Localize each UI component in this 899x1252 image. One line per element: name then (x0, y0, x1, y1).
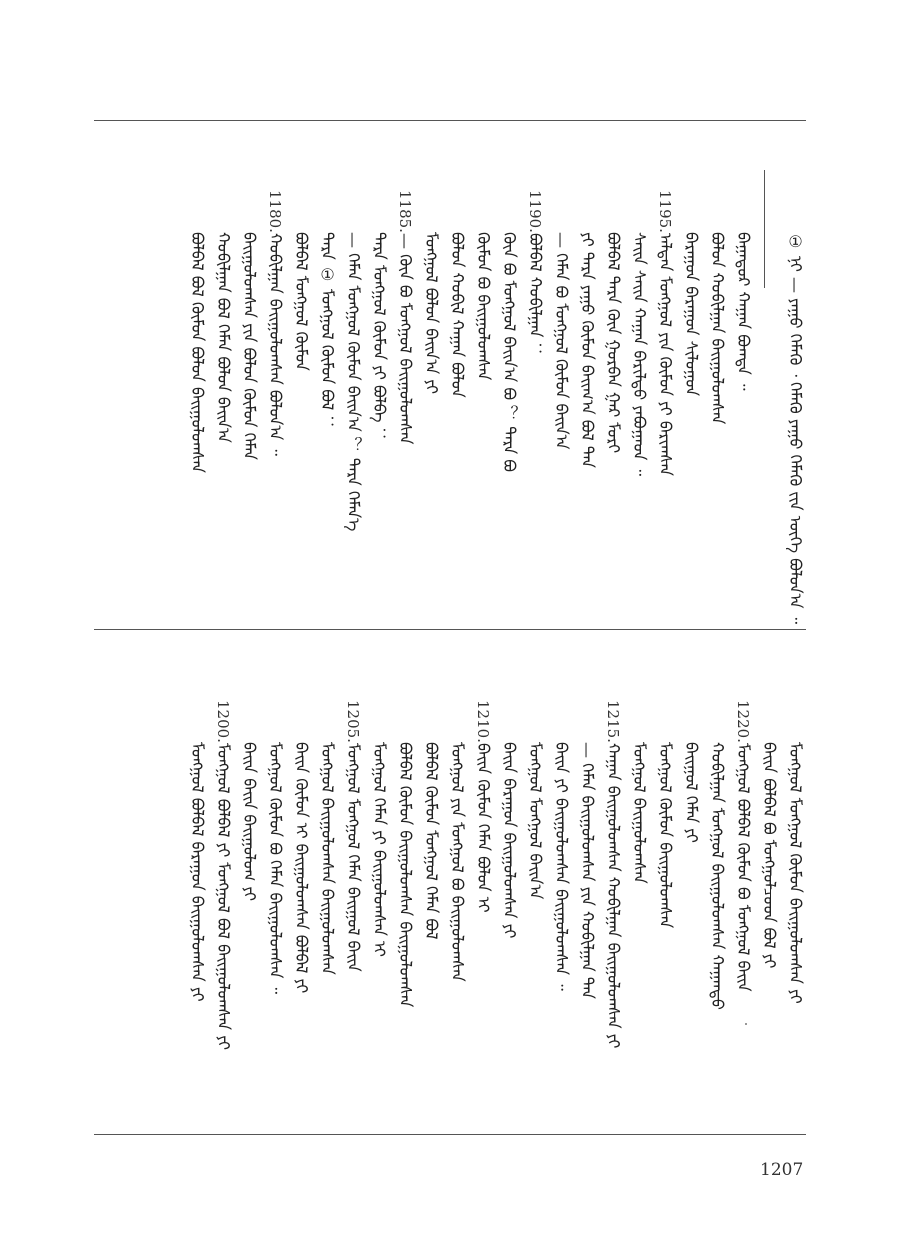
verse-line: ᠲᠡᠷᠡ ① ᠮᠣᠩᠭᠣᠯ ᠬᠦᠮᠦᠨ ᠪᠣᠯ ： (318, 232, 337, 432)
top-rule (94, 120, 806, 121)
verse-line: ᠪᠠᠢᠨ ᠶᠢ ᠪᠠᠢᠭᠤᠯᠤᠭᠰᠠᠨ ᠪᠠᠢᠭᠤᠯᠤᠭᠰᠠᠨ ᠃ (552, 742, 571, 991)
verse-line: ᠮᠣᠩᠭᠣᠯ ᠪᠣᠯᠤᠨ ᠪᠠᠢᠨ᠎ᠠ ᠶᠢ (422, 232, 441, 395)
verse-line: ᠮᠣᠩᠭᠣᠯ ᠶᠢᠨ ᠮᠣᠩᠭᠣᠯ ᠪᠣ ᠪᠠᠢᠭᠤᠯᠤᠭᠰᠠᠨ (448, 742, 467, 982)
verse-line: 1190.ᠪᠣᠯᠪᠠᠯ ᠬᠤᠪᠢᠯᠭᠠᠨ ： (526, 190, 545, 359)
bottom-rule (94, 1134, 806, 1135)
verse-line: ᠬᠦᠨ ᠪᠣ ᠮᠣᠩᠭᠣᠯ ᠪᠠᠢᠨ᠎ᠠ ᠪᠣ ？ ᠲᠡᠷᠡ ᠪᠣ (500, 232, 519, 473)
page-number: 1207 (760, 1160, 804, 1180)
verse-line: ᠮᠣᠩᠭᠣᠯ ᠮᠣᠩᠭᠣᠯ ᠬᠦᠮᠦᠨ ᠪᠠᠢᠭᠤᠯᠤᠭᠰᠠᠨ ᠶᠢ (786, 742, 805, 1004)
verse-line: ᠮᠣᠩᠭᠣᠯ ᠮᠣᠩᠭᠣᠯ ᠪᠠᠢᠨ᠎ᠠ (526, 742, 545, 900)
verse-line: ᠪᠠᠢᠨ ᠪᠣᠯᠪᠠᠯ ᠪᠣ ᠮᠣᠩᠭᠣᠯᠴᠤᠳ ᠪᠣᠯ ᠶᠢ (760, 742, 779, 969)
verse-line: 1210.ᠪᠠᠢᠨ ᠬᠦᠮᠦᠨ ᠬᠡᠮᠡᠨ ᠪᠣᠯᠤᠨ ᠢ (474, 700, 493, 913)
verse-line: ᠪᠣᠯᠪᠠᠯ ᠲᠡᠷᠡ ᠬᠦᠨ ᠭᠤᠷᠪᠠᠨ ᠭᠠᠷ ᠮᠣᠷᠢ (604, 232, 623, 454)
verse-line: 1180.ᠬᠤᠪᠢᠯᠭᠠᠨ ᠪᠠᠢᠭᠤᠯᠤᠭᠰᠠᠨ ᠪᠣᠯᠤᠨ᠎ᠠ ᠃ (266, 190, 285, 456)
footnote-text: ᠨᠢ — ᠶᠠᠭᠤ ᠬᠡᠮᠡᠬᠦ ᠂ ᠬᠡᠮᠡᠬᠦ ᠶᠠᠭᠤ ᠬᠡᠮᠡᠬᠦ ᠵᠢᠨ ᠦᠭᠡ ᠪᠣᠯᠤᠨ᠎ᠠ ᠃ (786, 256, 805, 625)
verse-line: ᠶᠢ ᠲᠡᠷᠡ ᠶᠠᠭᠤ ᠬᠦᠮᠦᠨ ᠪᠠᠢᠭ᠎ᠠ ᠪᠣᠯ ᠲᠠᠨ (578, 232, 597, 468)
verse-line: ᠮᠣᠩᠭᠣᠯ ᠪᠣᠯᠪᠠᠯ ᠪᠠᠷᠠᠭᠤᠨ ᠪᠠᠢᠭᠤᠯᠤᠭᠰᠠᠨ ᠶᠢ (188, 742, 207, 1002)
verse-line: ᠮᠣᠩᠭᠣᠯ ᠬᠦᠮᠦᠨ ᠪᠣ ᠬᠡᠮᠡᠨ ᠪᠠᠢᠭᠤᠯᠤᠭᠰᠠᠨ ᠃ (266, 742, 285, 995)
verse-line: 1195.ᠠᠯᠲᠠᠨ ᠮᠣᠩᠭᠣᠯ ᠶᠢᠨ ᠬᠦᠮᠦᠨ ᠶᠢ ᠪᠠᠷᠢᠭᠰᠠᠨ (656, 190, 675, 476)
verse-line: — ᠬᠡᠮᠡᠨ ᠪᠣ ᠮᠣᠩᠭᠣᠯ ᠬᠦᠮᠦᠨ ᠪᠠᠢᠨ᠎ᠠ (552, 232, 571, 450)
verse-line: ᠪᠠᠢᠨ ᠬᠦᠮᠦᠨ ᠢ ᠪᠠᠢᠭᠤᠯᠤᠭᠰᠠᠨ ᠪᠣᠯᠪᠠᠯ ᠶᠢ (292, 742, 311, 994)
verse-line: ᠮᠣᠩᠭᠣᠯ ᠪᠠᠢᠭᠤᠯᠤᠭᠰᠠᠨ ᠪᠠᠢᠭᠤᠯᠤᠭᠰᠠᠨ (318, 742, 337, 975)
verse-line: ᠪᠠᠢᠭᠤᠯ ᠬᠡᠮᠡᠨ ᠶᠢ (682, 742, 701, 843)
verse-line: — ᠬᠡᠮᠡᠨ ᠮᠣᠩᠭᠣᠯ ᠬᠦᠮᠦᠨ ᠪᠠᠢᠨ᠎ᠠ ？ ᠲᠡᠷᠡ ᠬᠡᠮᠡᠨ᠎ᠡ (344, 232, 363, 532)
verse-line: ᠬᠤᠪᠢᠯᠭᠠᠨ ᠪᠣᠯ ᠬᠡᠮᠡᠨ ᠪᠣᠯᠤᠨ ᠪᠠᠢᠨ᠎ᠠ (214, 232, 233, 443)
verse-line: ᠪᠣᠯᠤᠨ ᠬᠤᠪᠢᠯᠭᠠᠨ ᠪᠠᠢᠭᠤᠯᠤᠭᠰᠠᠨ (708, 232, 727, 425)
footnote-separator (764, 170, 765, 288)
verse-line: — ᠬᠡᠮᠡᠨ ᠪᠠᠢᠭᠤᠯᠤᠭᠰᠠᠨ ᠶᠢᠨ ᠬᠤᠪᠢᠯᠭᠠᠨ ᠲᠠᠨ (578, 742, 597, 999)
verse-line: 1200.ᠮᠣᠩᠭᠣᠯ ᠪᠣᠯᠪᠠᠯ ᠶᠢ ᠮᠣᠩᠭᠣᠯ ᠪᠣᠯ ᠪᠠᠢᠭᠤᠯᠤᠭᠰᠠᠨ ᠶᠢ (214, 700, 233, 1050)
middle-rule (94, 629, 806, 630)
footnote-marker: ① (786, 232, 805, 251)
verse-line: ᠪᠣᠯᠪᠠᠯ ᠮᠣᠩᠭᠣᠯ ᠬᠦᠮᠦᠨ (292, 232, 311, 371)
verse-line: ᠪᠣᠯᠤᠨ ᠬᠤᠪᠢᠯ ᠬᠠᠭᠠᠨ ᠪᠣᠯᠤᠨ (448, 232, 467, 398)
verse-line: ᠮᠣᠩᠭᠣᠯ ᠬᠦᠮᠦᠨ ᠪᠠᠢᠭᠤᠯᠤᠭᠰᠠᠨ (656, 742, 675, 929)
verse-line: ᠪᠣᠯᠪᠠᠯ ᠬᠦᠮᠦᠨ ᠮᠣᠩᠭᠣᠯ ᠬᠡᠮᠡᠨ ᠪᠣᠯ (422, 742, 441, 940)
verse-line: ᠰᠠᠢᠨ ᠰᠠᠢᠨ ᠬᠠᠭᠠᠨ ᠪᠠᠷᠢᠯᠳᠤ ᠶᠠᠪᠤᠭᠠᠳ ᠃ (630, 232, 649, 477)
verse-line: ᠬᠦᠮᠦᠨ ᠪᠣ ᠪᠠᠢᠭᠤᠯᠤᠭᠰᠠᠨ (474, 232, 493, 381)
verse-line: ᠪᠠᠷᠠᠭᠤᠨ ᠪᠠᠷᠠᠭᠤᠨ ᠰᠢᠯᠤᠭᠤᠨ (682, 232, 701, 397)
verse-line: ᠪᠠᠢᠨ ᠪᠠᠷᠠᠭᠤᠨ ᠪᠠᠢᠭᠤᠯᠤᠭᠰᠠᠨ ᠶᠢ (500, 742, 519, 939)
verse-line: ᠪᠣᠯᠪᠠᠯ ᠬᠦᠮᠦᠨ ᠪᠠᠢᠭᠤᠯᠤᠭᠰᠠᠨ ᠪᠠᠢᠭᠤᠯᠤᠭᠰᠠᠨ (396, 742, 415, 1008)
verse-line: ᠮᠣᠩᠭᠣᠯ ᠪᠠᠢᠭᠤᠯᠤᠭᠰᠠᠨ (630, 742, 649, 884)
verse-line: ᠪᠠᠭᠠᠲᠤᠷ ᠬᠠᠭᠠᠨ ᠪᠣᠭᠳᠠ ᠃ (734, 232, 753, 391)
verse-line: 1215.ᠬᠠᠭᠠᠨ ᠪᠠᠢᠭᠤᠯᠤᠭᠰᠠᠨ ᠬᠤᠪᠢᠯᠭᠠᠨ ᠪᠠᠢᠭᠤᠯᠤᠭᠰᠠᠨ ᠶᠢ (604, 700, 623, 1049)
verse-line: 1220.ᠮᠣᠩᠭᠣᠯ ᠪᠣᠯᠪᠠᠯ ᠬᠦᠮᠦᠨ ᠪᠣ ᠮᠣᠩᠭᠣᠯ ᠪᠠᠢᠨ (734, 700, 753, 992)
footnote (784, 232, 806, 624)
scan-speck (745, 1023, 747, 1025)
verse-line: ᠬᠤᠪᠢᠯᠭᠠᠨ ᠮᠣᠩᠭᠣᠯ ᠪᠠᠢᠭᠤᠯᠤᠭᠰᠠᠨ ᠬᠠᠭᠠᠨᠲᠤ (708, 742, 727, 1010)
verse-line: 1185.— ᠬᠦᠨ ᠪᠣ ᠮᠣᠩᠭᠣᠯ ᠪᠠᠢᠭᠤᠯᠤᠭᠰᠠᠨ (396, 190, 415, 445)
verse-line: ᠮᠣᠩᠭᠣᠯ ᠬᠡᠮᠡᠨ ᠶᠢ ᠪᠠᠢᠭᠤᠯᠤᠭᠰᠠᠨ ᠢ (370, 742, 389, 957)
verse-line: ᠪᠠᠢᠨ ᠪᠠᠢᠨ ᠪᠠᠢᠭᠤᠯᠤᠭ ᠶᠢ (240, 742, 259, 902)
verse-line: 1205.ᠮᠣᠩᠭᠣᠯ ᠮᠣᠩᠭᠣᠯ ᠬᠡᠮᠡᠨ ᠪᠠᠢᠭᠤᠯ ᠪᠠᠢᠨ (344, 700, 363, 972)
verse-line: ᠪᠣᠯᠪᠠᠯ ᠪᠣᠯ ᠬᠦᠮᠦᠨ ᠪᠣᠯᠤᠨ ᠪᠠᠢᠭᠤᠯᠤᠭᠰᠠᠨ (188, 232, 207, 473)
verse-line: ᠲᠡᠷᠡ ᠮᠣᠩᠭᠣᠯ ᠬᠦᠮᠦᠨ ᠶᠢ ᠪᠣᠯᠪᠠ ： (370, 232, 389, 444)
verse-line: ᠪᠠᠢᠭᠤᠯᠤᠭᠰᠠᠨ ᠶᠢᠨ ᠪᠣᠯᠤᠨ ᠬᠦᠮᠦᠨ ᠬᠡᠮᠡᠨ (240, 232, 259, 460)
